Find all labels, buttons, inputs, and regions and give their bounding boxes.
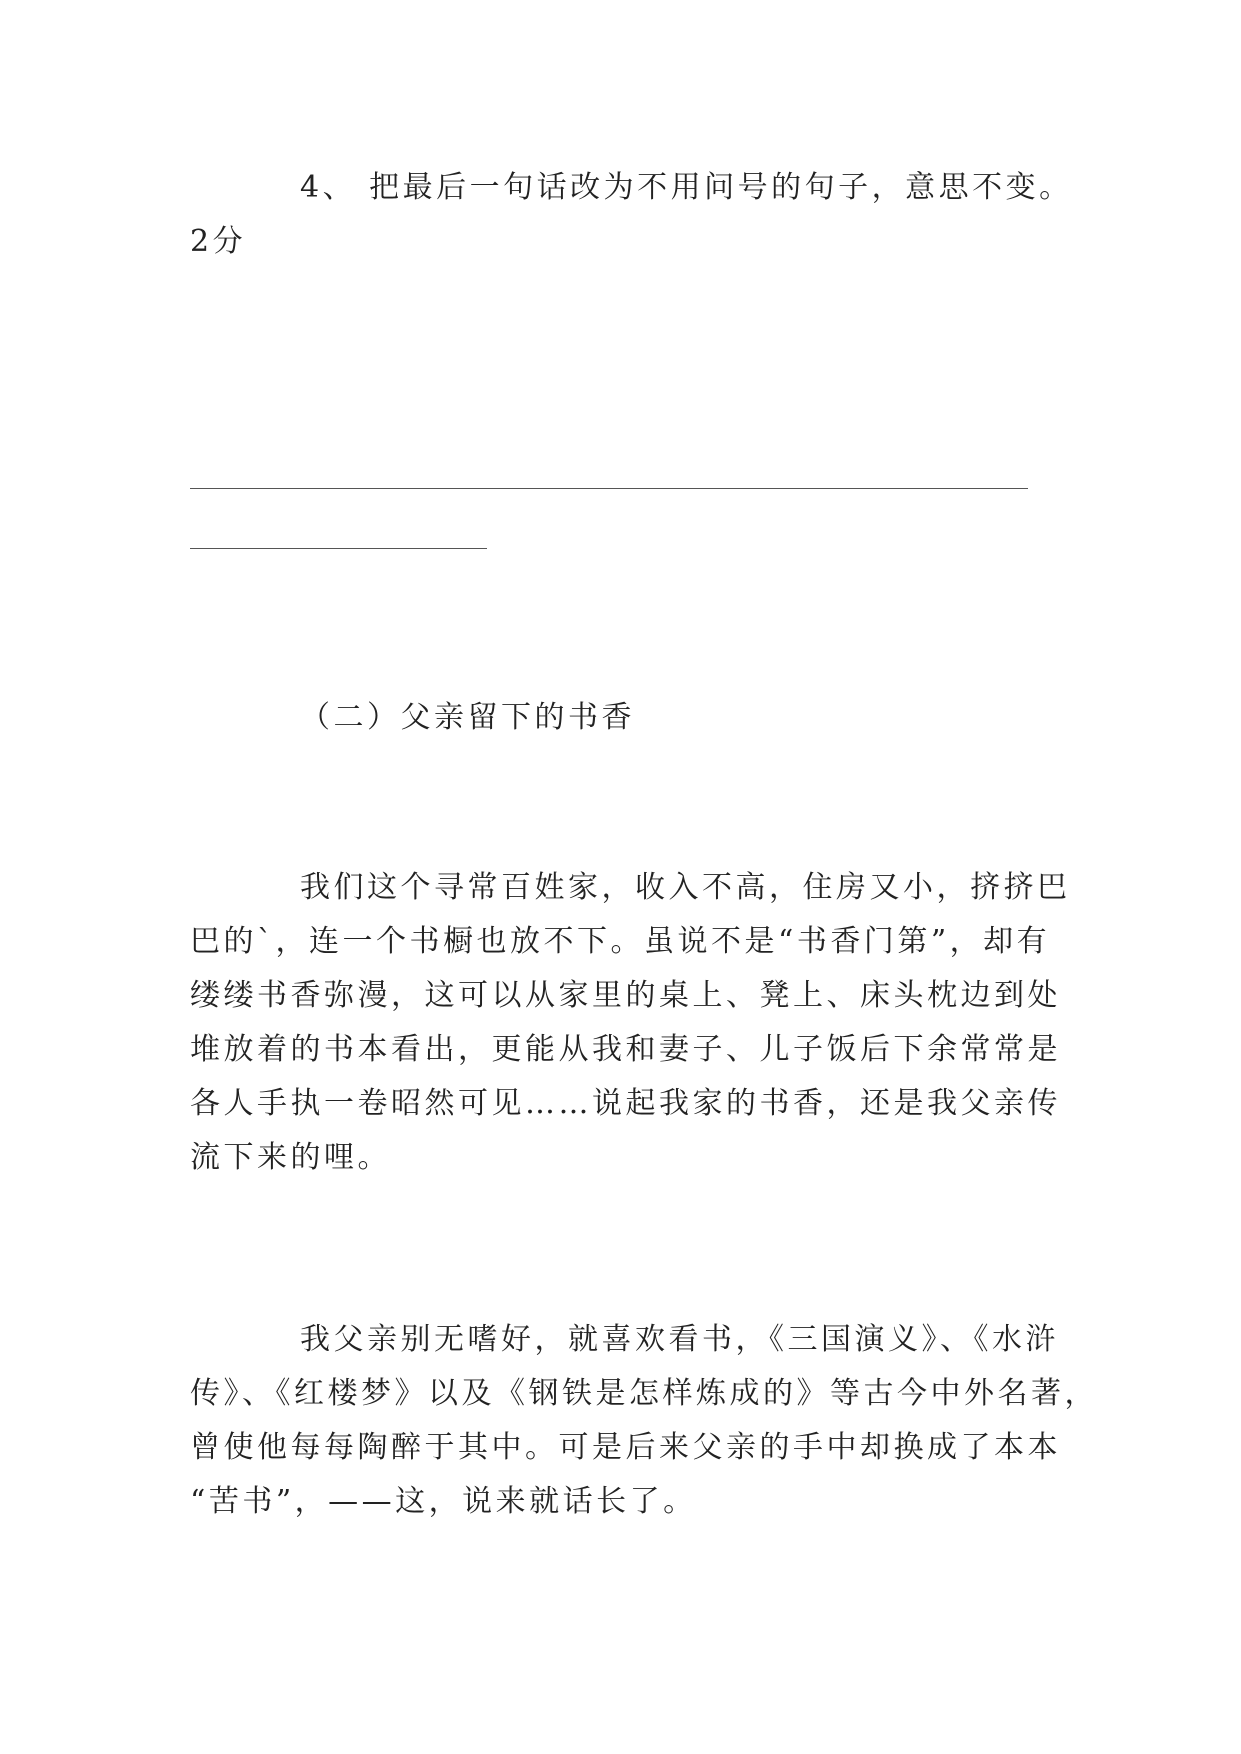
section-title: （二）父亲留下的书香	[300, 700, 635, 735]
paragraph-1-line: 巴的`，连一个书橱也放不下。虽说不是“书香门第”，却有	[190, 924, 1051, 959]
question-4-text: 4、 把最后一句话改为不用问号的句子，意思不变。	[300, 170, 1073, 205]
answer-line-2	[190, 548, 487, 549]
paragraph-2-line: 传》、《红楼梦》以及《钢铁是怎样炼成的》等古今中外名著，	[190, 1376, 1098, 1411]
question-4-score: 2分	[190, 224, 247, 259]
paragraph-1-line: 我们这个寻常百姓家，收入不高，住房又小，挤挤巴	[300, 870, 1071, 905]
paragraph-2-line: 曾使他每每陶醉于其中。可是后来父亲的手中却换成了本本	[190, 1430, 1061, 1465]
paragraph-1-line: 各人手执一卷昭然可见……说起我家的书香，还是我父亲传	[190, 1086, 1061, 1121]
paragraph-1-line: 缕缕书香弥漫，这可以从家里的桌上、凳上、床头枕边到处	[190, 978, 1061, 1013]
paragraph-2-line: “苦书”，——这，说来就话长了。	[190, 1484, 697, 1519]
paragraph-1-line: 堆放着的书本看出，更能从我和妻子、儿子饭后下余常常是	[190, 1032, 1061, 1067]
paragraph-2-line: 我父亲别无嗜好，就喜欢看书，《三国演义》、《水浒	[300, 1322, 1059, 1357]
answer-line-1	[190, 488, 1028, 489]
paragraph-1-line: 流下来的哩。	[190, 1140, 391, 1175]
